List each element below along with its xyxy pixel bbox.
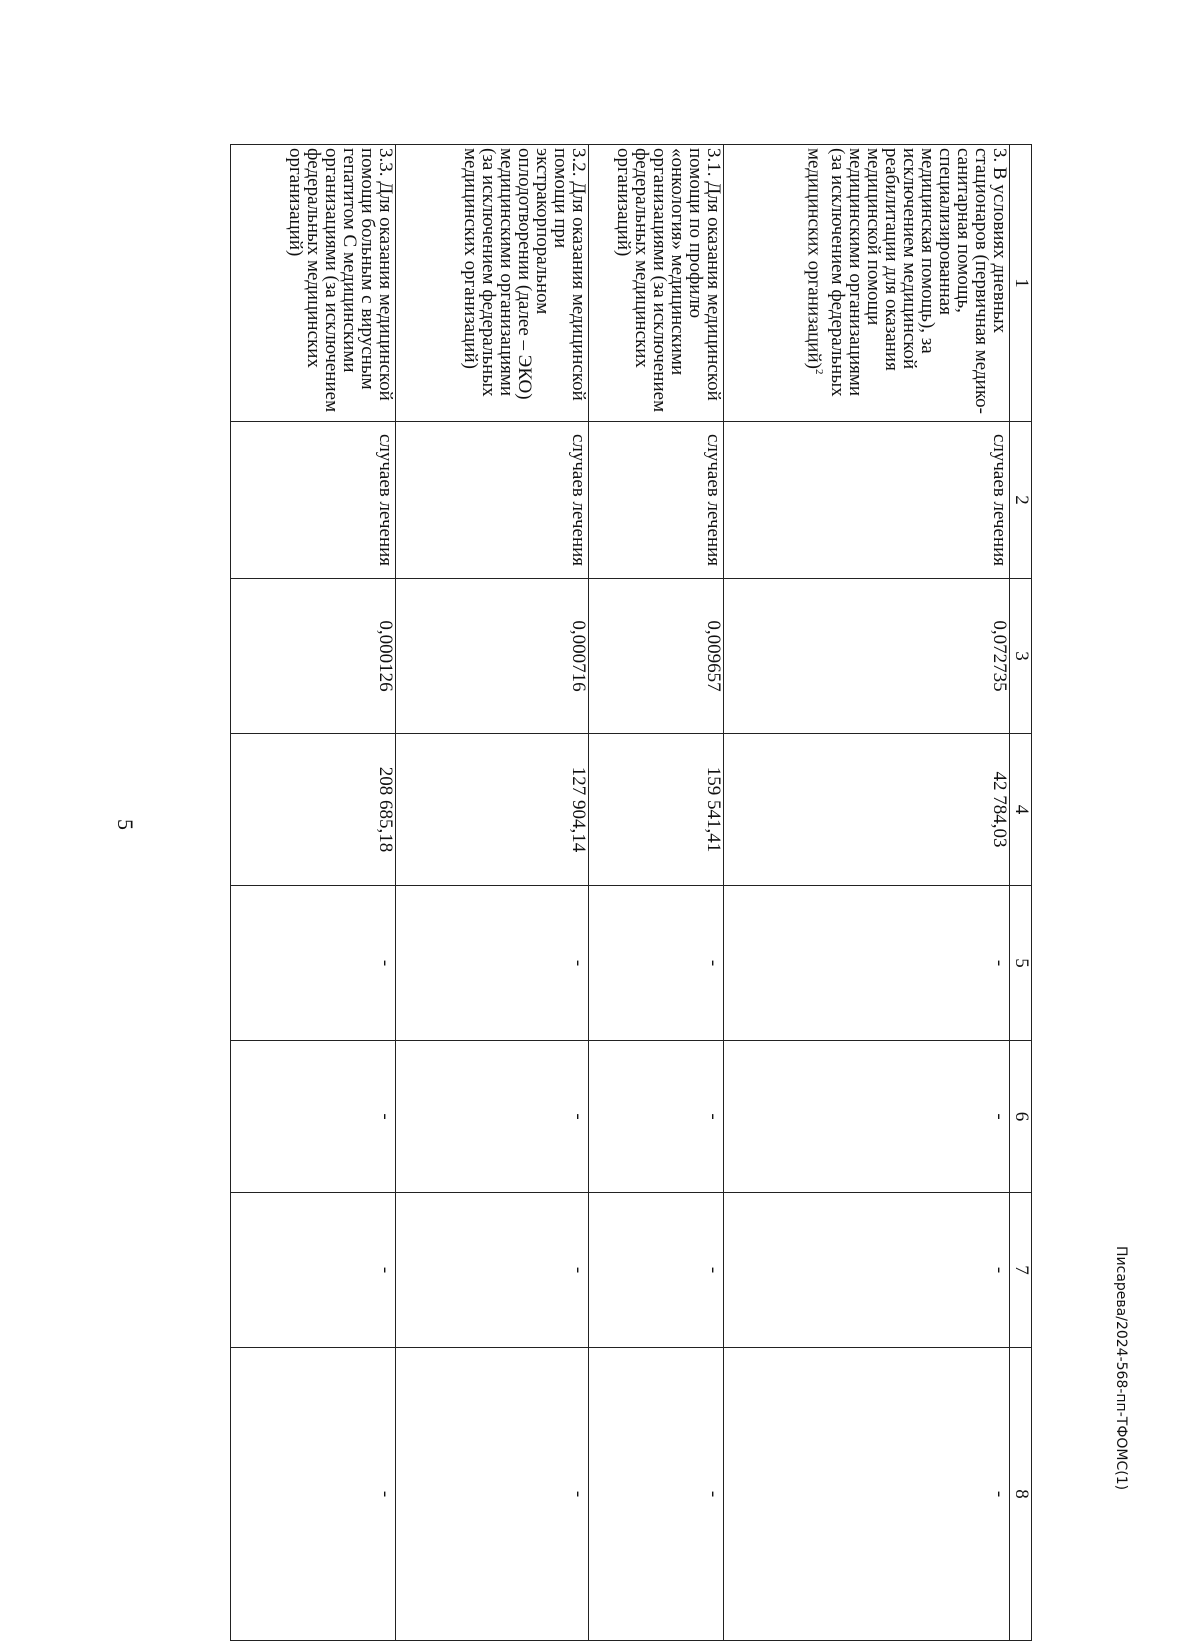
col7-cell: - — [724, 1193, 1010, 1348]
column-header: 6 — [1010, 1041, 1032, 1193]
row-name-cell — [396, 145, 589, 422]
unit-cell: случаев лечения — [589, 422, 724, 579]
row-name: 3.3. Для оказания медицинской помощи больным с вирусным гепатитом С медицинскими организациями (за исключением федеральных медицинских организаций) — [285, 148, 396, 413]
column-header: 1 — [1010, 145, 1032, 422]
document-footer: Писарева/2024-568-пп-ТФОМС(1) — [1113, 1246, 1129, 1491]
cost-cell: 159 541,41 — [589, 734, 724, 886]
page-number: 5 — [113, 819, 138, 830]
cost-cell: 42 784,03 — [724, 734, 1010, 886]
column-header: 8 — [1010, 1348, 1032, 1641]
col7-cell: - — [231, 1193, 396, 1348]
data-table — [230, 144, 1032, 1641]
footnote-marker: 2 — [813, 368, 825, 375]
row-name-cell — [589, 145, 724, 422]
cost-cell: 208 685,18 — [231, 734, 396, 886]
table-row — [724, 145, 1010, 1641]
volume-cell: 0,072735 — [724, 579, 1010, 734]
col8-cell: - — [724, 1348, 1010, 1641]
table-row — [396, 145, 589, 1641]
col6-cell: - — [589, 1041, 724, 1193]
volume-cell: 0,000716 — [396, 579, 589, 734]
cost-cell: 127 904,14 — [396, 734, 589, 886]
column-header: 2 — [1010, 422, 1032, 579]
table-header-row — [1010, 145, 1032, 1641]
row-name: 3.1. Для оказания медицинской помощи по профилю «онкология» медицинскими организациями (за исключением федеральных медицинских организаций) — [613, 148, 724, 413]
column-header: 7 — [1010, 1193, 1032, 1348]
row-name: 3.2. Для оказания медицинской помощи при экстракорпоральном оплодотворении (далее – ЭКО) медицинскими организациями (за исключением федеральных медицинских организаций) — [460, 148, 589, 401]
col5-cell: - — [589, 886, 724, 1041]
col8-cell: - — [231, 1348, 396, 1641]
col5-cell: - — [396, 886, 589, 1041]
table-row — [589, 145, 724, 1641]
col7-cell: - — [589, 1193, 724, 1348]
row-name-cell — [724, 145, 1010, 422]
volume-cell: 0,000126 — [231, 579, 396, 734]
unit-cell: случаев лечения — [396, 422, 589, 579]
volume-cell: 0,009657 — [589, 579, 724, 734]
unit-cell: случаев лечения — [724, 422, 1010, 579]
col6-cell: - — [231, 1041, 396, 1193]
col8-cell: - — [589, 1348, 724, 1641]
column-header: 5 — [1010, 886, 1032, 1041]
row-name-cell — [231, 145, 396, 422]
row-name: 3. В условиях дневных стационаров (первичная медико-санитарная помощь, специализированная медицинская помощь), за исключением медицинской реабилитации для оказания медицинской помощи медицинскими организациями (за исключением федеральных медицинских организаций) — [803, 148, 1010, 414]
unit-cell: случаев лечения — [231, 422, 396, 579]
col6-cell: - — [724, 1041, 1010, 1193]
col7-cell: - — [396, 1193, 589, 1348]
col5-cell: - — [231, 886, 396, 1041]
column-header: 4 — [1010, 734, 1032, 886]
column-header: 3 — [1010, 579, 1032, 734]
table-row — [231, 145, 396, 1641]
col6-cell: - — [396, 1041, 589, 1193]
col5-cell: - — [724, 886, 1010, 1041]
col8-cell: - — [396, 1348, 589, 1641]
